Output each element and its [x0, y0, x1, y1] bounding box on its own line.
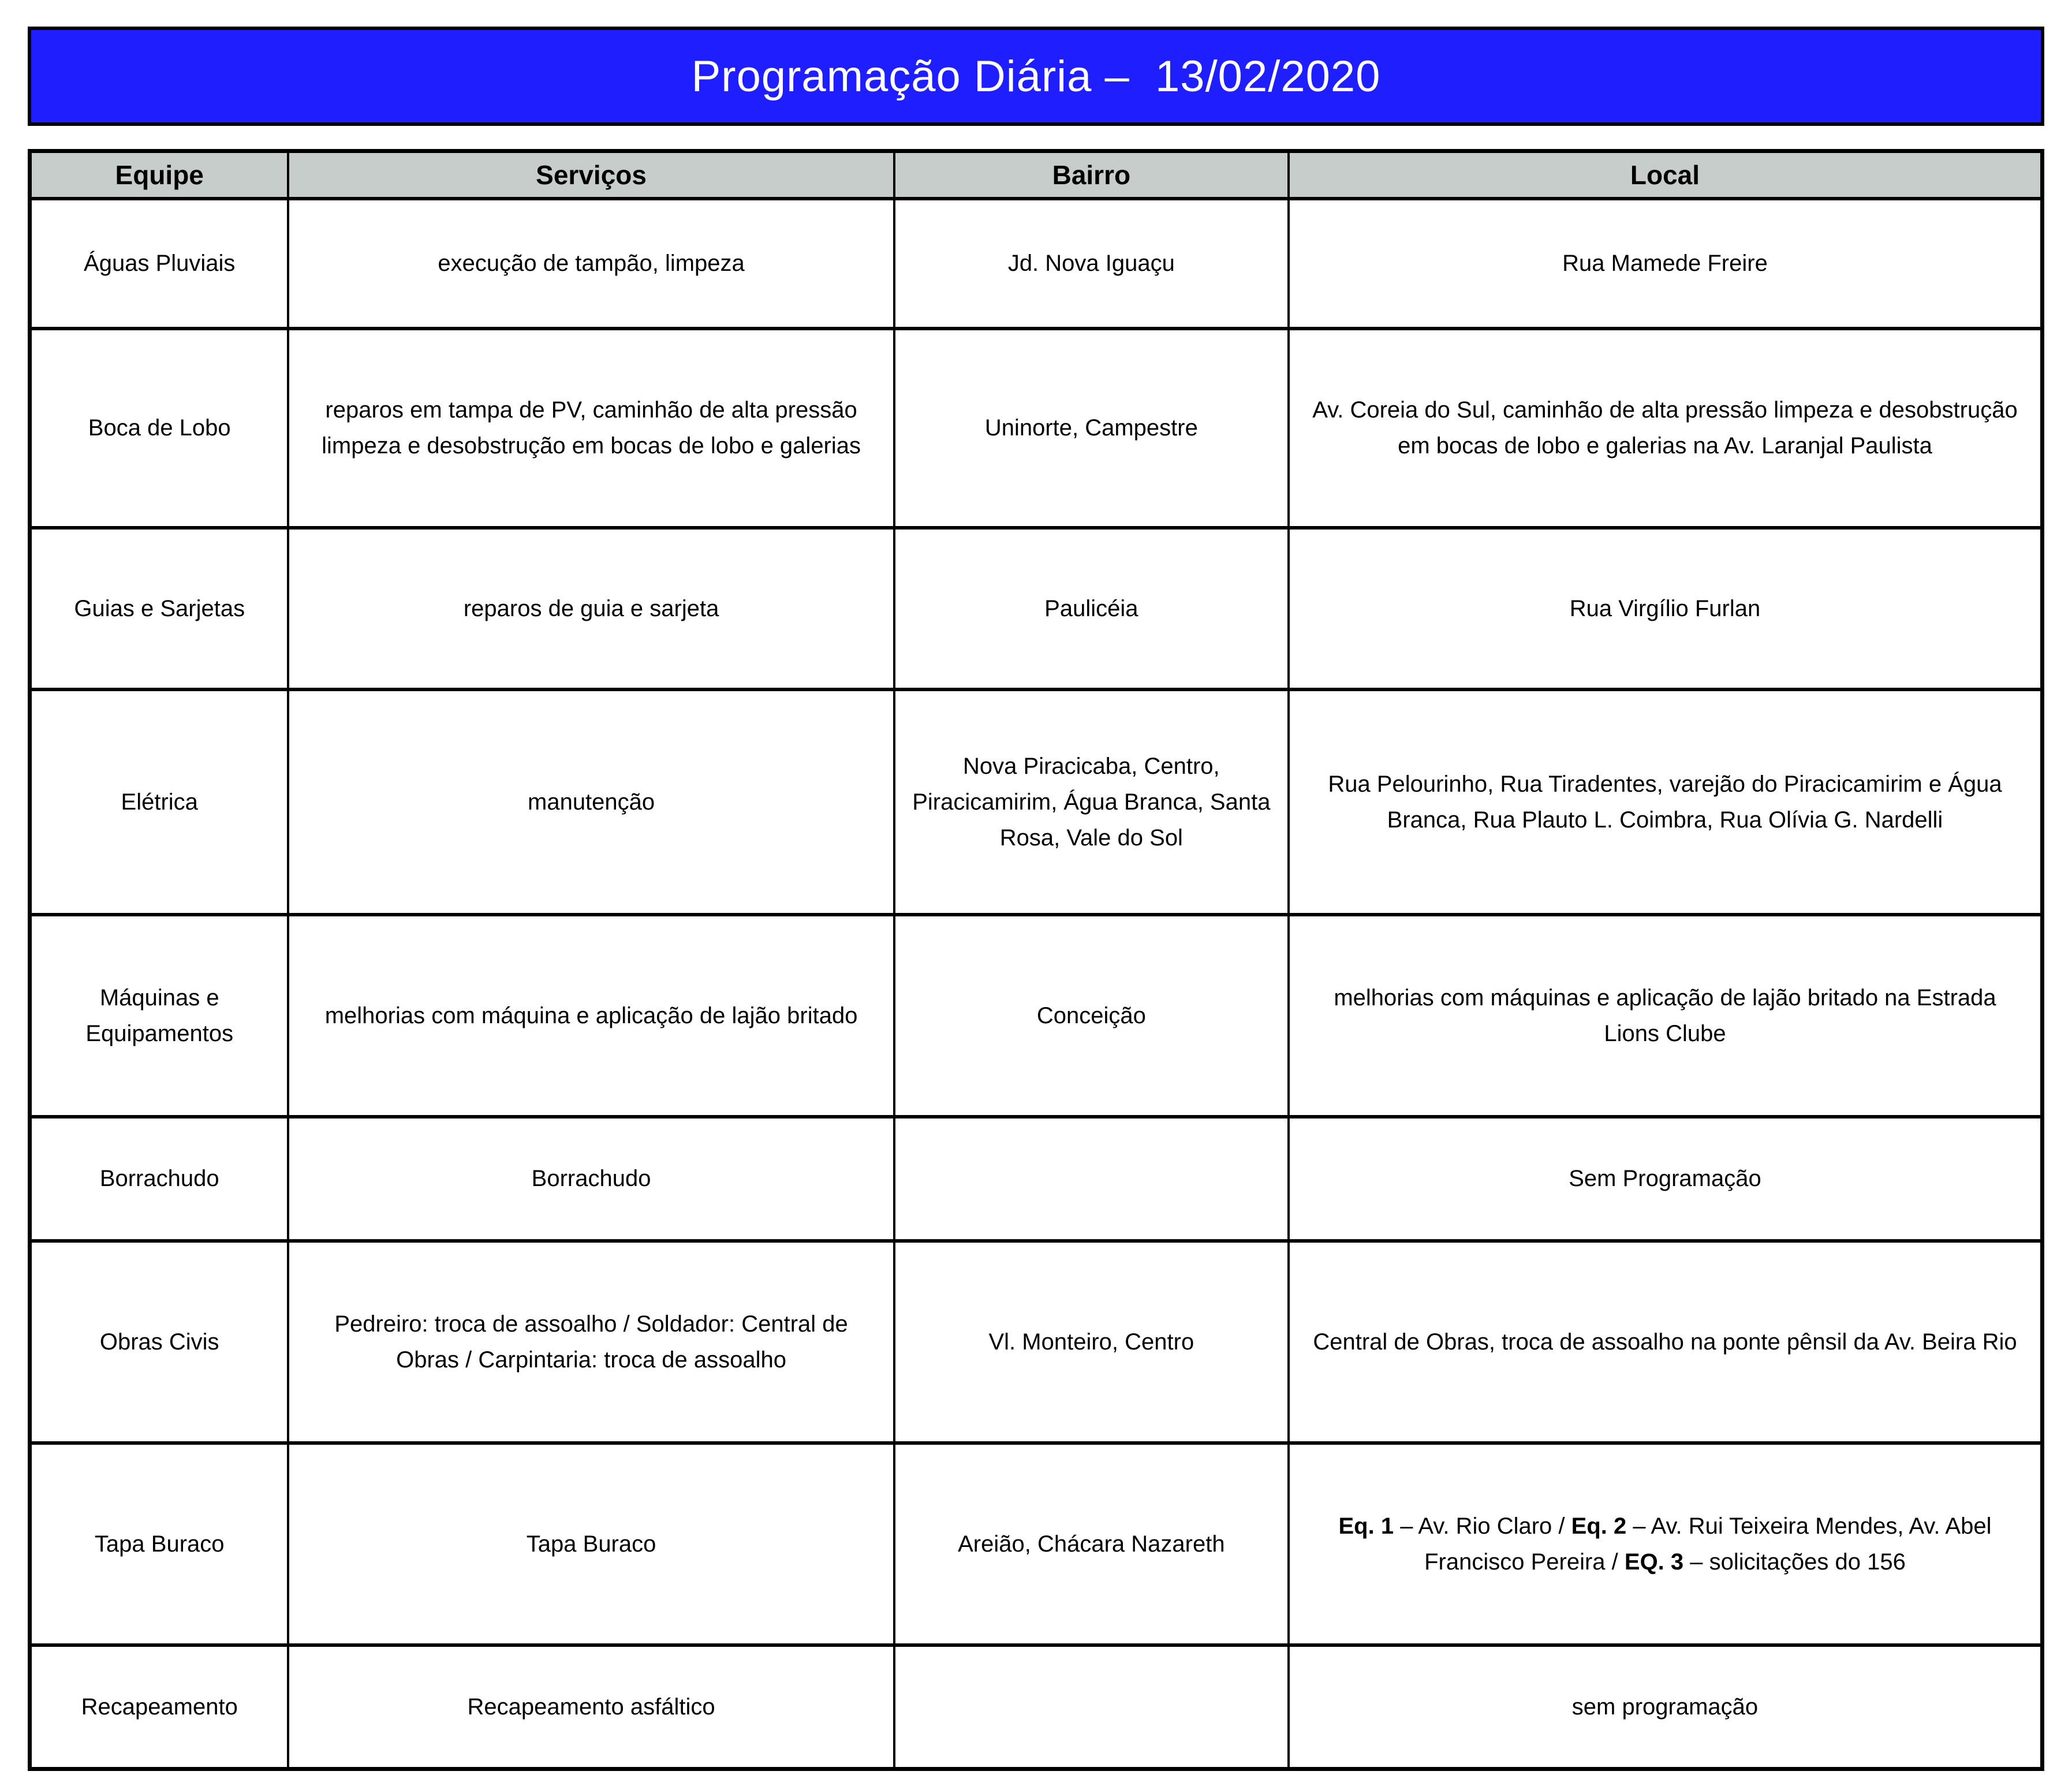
cell-bairro: Vl. Monteiro, Centro: [894, 1241, 1289, 1443]
cell-bairro: [894, 1645, 1289, 1769]
local-text: – solicitações do 156: [1683, 1549, 1906, 1575]
table-row: [30, 199, 2043, 329]
cell-local: Av. Coreia do Sul, caminhão de alta pressão limpeza e desobstrução em bocas de lobo e galerias na Av. Laranjal Paulista: [1289, 329, 2043, 528]
cell-local: Central de Obras, troca de assoalho na ponte pênsil da Av. Beira Rio: [1289, 1241, 2043, 1443]
cell-servicos: manutenção: [288, 689, 894, 915]
cell-servicos: execução de tampão, limpeza: [288, 199, 894, 329]
cell-equipe: Borrachudo: [30, 1117, 289, 1241]
cell-bairro: Nova Piracicaba, Centro, Piracicamirim, Água Branca, Santa Rosa, Vale do Sol: [894, 689, 1289, 915]
header-row: [30, 151, 2043, 199]
cell-servicos: Pedreiro: troca de assoalho / Soldador: Central de Obras / Carpintaria: troca de assoalho: [288, 1241, 894, 1443]
cell-local: sem programação: [1289, 1645, 2043, 1769]
local-text: – Av. Rio Claro /: [1394, 1513, 1571, 1539]
table-row: [30, 689, 2043, 915]
cell-equipe: Águas Pluviais: [30, 199, 289, 329]
cell-bairro: Jd. Nova Iguaçu: [894, 199, 1289, 329]
cell-servicos: Tapa Buraco: [288, 1443, 894, 1645]
page-title: Programação Diária – 13/02/2020: [691, 51, 1381, 101]
cell-servicos: Borrachudo: [288, 1117, 894, 1241]
cell-servicos: reparos em tampa de PV, caminhão de alta pressão limpeza e desobstrução em bocas de lobo e galerias: [288, 329, 894, 528]
column-header-equipe: Equipe: [30, 151, 289, 199]
table-row: [30, 528, 2043, 689]
cell-local: Sem Programação: [1289, 1117, 2043, 1241]
team-label-bold: Eq. 2: [1571, 1513, 1627, 1539]
table-row: [30, 1645, 2043, 1769]
table-row: [30, 1117, 2043, 1241]
cell-bairro: Paulicéia: [894, 528, 1289, 689]
cell-servicos: melhorias com máquina e aplicação de lajão britado: [288, 915, 894, 1117]
team-label-bold: EQ. 3: [1624, 1549, 1684, 1575]
column-header-local: Local: [1289, 151, 2043, 199]
cell-equipe: Máquinas e Equipamentos: [30, 915, 289, 1117]
cell-equipe: Boca de Lobo: [30, 329, 289, 528]
cell-local: Rua Virgílio Furlan: [1289, 528, 2043, 689]
cell-equipe: Recapeamento: [30, 1645, 289, 1769]
cell-equipe: Guias e Sarjetas: [30, 528, 289, 689]
local-text: – Av. Rui Teixeira Mendes, Av. Abel Francisco Pereira /: [1424, 1513, 1992, 1575]
table-header: [30, 151, 2043, 199]
column-header-servicos: Serviços: [288, 151, 894, 199]
cell-local: Rua Mamede Freire: [1289, 199, 2043, 329]
table-body: [30, 199, 2043, 1769]
cell-bairro: Uninorte, Campestre: [894, 329, 1289, 528]
cell-local: [1289, 1443, 2043, 1645]
cell-equipe: Obras Civis: [30, 1241, 289, 1443]
title-bar: [28, 27, 2044, 126]
cell-bairro: Conceição: [894, 915, 1289, 1117]
table-row: [30, 915, 2043, 1117]
cell-servicos: Recapeamento asfáltico: [288, 1645, 894, 1769]
table-row: [30, 1443, 2043, 1645]
daily-schedule-table: [28, 149, 2044, 1771]
cell-local: melhorias com máquinas e aplicação de lajão britado na Estrada Lions Clube: [1289, 915, 2043, 1117]
cell-bairro: [894, 1117, 1289, 1241]
team-label-bold: Eq. 1: [1338, 1513, 1394, 1539]
table-row: [30, 329, 2043, 528]
column-header-bairro: Bairro: [894, 151, 1289, 199]
cell-equipe: Elétrica: [30, 689, 289, 915]
table-row: [30, 1241, 2043, 1443]
cell-local: Rua Pelourinho, Rua Tiradentes, varejão do Piracicamirim e Água Branca, Rua Plauto L. Coimbra, Rua Olívia G. Nardelli: [1289, 689, 2043, 915]
cell-bairro: Areião, Chácara Nazareth: [894, 1443, 1289, 1645]
cell-servicos: reparos de guia e sarjeta: [288, 528, 894, 689]
cell-equipe: Tapa Buraco: [30, 1443, 289, 1645]
